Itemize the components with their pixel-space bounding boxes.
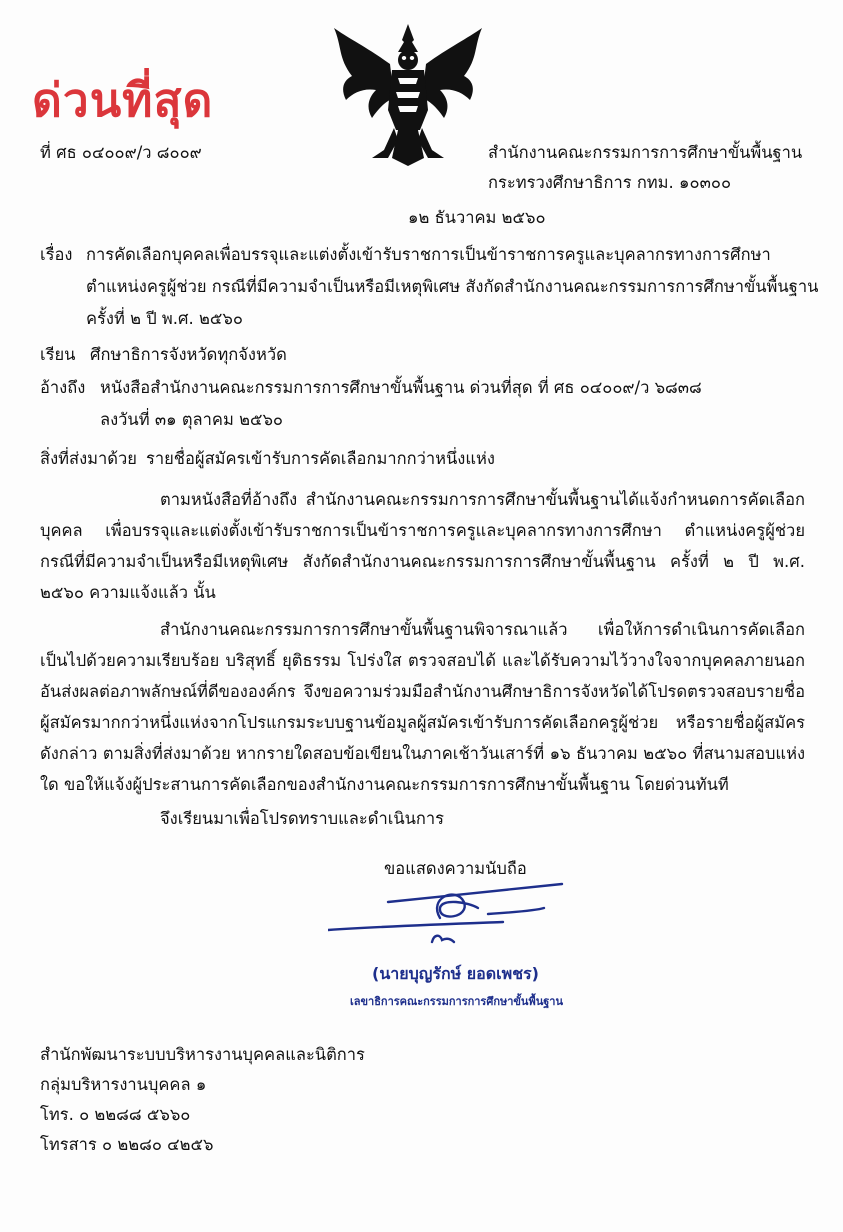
urgency-stamp: ด่วนที่สุด xyxy=(32,73,214,127)
complimentary-close: ขอแสดงความนับถือ xyxy=(384,859,527,878)
signatory-name: (นายบุญรักษ์ ยอดเพชร) xyxy=(372,964,539,983)
subject-line-3: ครั้งที่ ๒ ปี พ.ศ. ๒๕๖๐ xyxy=(86,309,243,328)
garuda-emblem-icon xyxy=(328,18,488,168)
body-paragraph-1: ตามหนังสือที่อ้างถึง สำนักงานคณะกรรมการการศึกษาขั้นพื้นฐานได้แจ้งกำหนดการคัดเลือกบุคคล เพื่อบรรจุและแต่งตั้งเข้ารับราชการเป็นข้าราชการครูและบุคลากรทางการศึกษา ตำแหน่งครูผู้ช่วย กรณีที่มีความจำเป็นหรือมีเหตุพิเศษ สังกัดสำนักงานคณะกรรมการการศึกษาขั้นพื้นฐาน ครั้งที่ ๒ ปี พ.ศ. ๒๕๖๐ ความแจ้งแล้ว นั้น xyxy=(40,490,805,602)
body-paragraph-2: สำนักงานคณะกรรมการการศึกษาขั้นพื้นฐานพิจารณาแล้ว เพื่อให้การดำเนินการคัดเลือก เป็นไปด้วยความเรียบร้อย บริสุทธิ์ ยุติธรรม โปร่งใส ตรวจสอบได้ และได้รับความไว้วางใจจากบุคคลภายนอก อันส่งผลต่อภาพลักษณ์ที่ดีขององค์กร จึงขอความร่วมมือสำนักงานศึกษาธิการจังหวัดได้โปรดตรวจสอบรายชื่อ ผู้สมัครมากกว่าหนึ่งแห่งจากโปรแกรมระบบฐานข้อมูลผู้สมัครเข้ารับการคัดเลือกครูผู้ช่วย หรือรายชื่อผู้สมัคร ดังกล่าว ตามสิ่งที่ส่งมาด้วย หากรายใดสอบข้อเขียนในภาคเช้าวันเสาร์ที่ ๑๖ ธันวาคม ๒๕๖๐ ที่สนามสอบแห่งใด ขอให้แจ้งผู้ประสานการคัดเลือกของสำนักงานคณะกรรมการการศึกษาขั้นพื้นฐาน โดยด่วนทันที xyxy=(40,620,805,794)
enclosure-text: รายชื่อผู้สมัครเข้ารับการคัดเลือกมากกว่าหนึ่งแห่ง xyxy=(146,449,495,468)
enclosure-label: สิ่งที่ส่งมาด้วย xyxy=(40,449,137,468)
signatory-position: เลขาธิการคณะกรรมการการศึกษาขั้นพื้นฐาน xyxy=(350,995,563,1008)
closing-line: จึงเรียนมาเพื่อโปรดทราบและดำเนินการ xyxy=(160,809,445,828)
reference-line-2: ลงวันที่ ๓๑ ตุลาคม ๒๕๖๐ xyxy=(100,410,283,429)
subject-label: เรื่อง xyxy=(40,245,73,264)
recipient: ศึกษาธิการจังหวัดทุกจังหวัด xyxy=(90,345,287,364)
recipient-label: เรียน xyxy=(40,345,76,364)
subject-line-1: การคัดเลือกบุคคลเพื่อบรรจุและแต่งตั้งเข้ารับราชการเป็นข้าราชการครูและบุคลากรทางการศึกษา xyxy=(86,245,771,264)
footer-group: กลุ่มบริหารงานบุคคล ๑ xyxy=(40,1075,207,1094)
subject-line-2: ตำแหน่งครูผู้ช่วย กรณีที่มีความจำเป็นหรือมีเหตุพิเศษ สังกัดสำนักงานคณะกรรมการการศึกษาขั้นพื้นฐาน xyxy=(86,277,819,296)
reference-line-1: หนังสือสำนักงานคณะกรรมการการศึกษาขั้นพื้นฐาน ด่วนที่สุด ที่ ศธ ๐๔๐๐๙/ว ๖๘๓๘ xyxy=(100,378,702,397)
office-address: กระทรวงศึกษาธิการ กทม. ๑๐๓๐๐ xyxy=(488,173,732,192)
letter-date: ๑๒ ธันวาคม ๒๕๖๐ xyxy=(408,208,546,227)
footer-telephone: โทร. ๐ ๒๒๘๘ ๕๖๖๐ xyxy=(40,1105,191,1124)
reference-label: อ้างถึง xyxy=(40,378,86,397)
office-name: สำนักงานคณะกรรมการการศึกษาขั้นพื้นฐาน xyxy=(488,143,803,162)
document-number: ที่ ศธ ๐๔๐๐๙/ว ๘๐๐๙ xyxy=(40,143,202,162)
footer-department: สำนักพัฒนาระบบบริหารงานบุคคลและนิติการ xyxy=(40,1045,365,1064)
handwritten-signature xyxy=(328,878,578,948)
footer-fax: โทรสาร ๐ ๒๒๘๐ ๔๒๕๖ xyxy=(40,1135,214,1154)
